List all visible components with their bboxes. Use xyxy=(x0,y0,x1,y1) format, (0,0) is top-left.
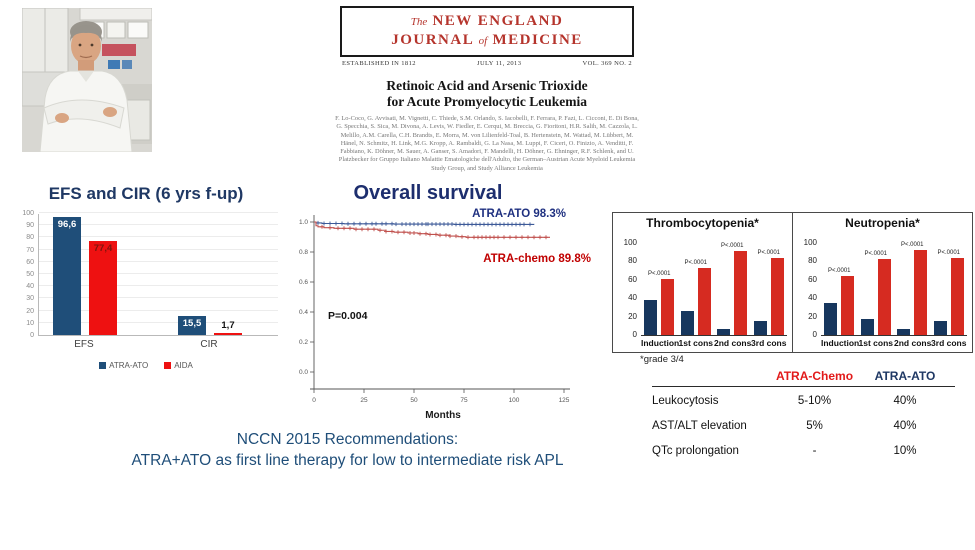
p-value-label: P<.0001 xyxy=(827,268,851,275)
bar-value-label: 15,5 xyxy=(182,318,202,330)
article-title xyxy=(330,78,644,109)
legend-swatch xyxy=(99,362,106,369)
researcher-photo xyxy=(22,8,152,152)
p-value-label: P<.0001 xyxy=(757,249,781,256)
efs-cir-chart xyxy=(8,184,284,370)
journal-issue-date: JULY 11, 2013 xyxy=(477,60,522,67)
bar-blue-induction xyxy=(644,300,657,335)
article-title-line2: for Acute Promyelocytic Leukemia xyxy=(386,93,588,109)
y-tick-label: 0.2 xyxy=(298,339,308,346)
bar-blue-3rd-cons xyxy=(754,321,767,335)
masthead-line2 xyxy=(344,31,630,50)
nccn-recommendation xyxy=(60,429,635,471)
x-category-label: 3rd cons xyxy=(751,338,787,348)
nccn-line1: NCCN 2015 Recommendations: xyxy=(236,431,459,448)
table-cell: QTc prolongation xyxy=(652,445,739,457)
masthead-medicine: MEDICINE xyxy=(492,32,583,48)
survival-plot xyxy=(298,207,598,425)
table-cell: AST/ALT elevation xyxy=(652,420,747,432)
y-tick-label: 0.8 xyxy=(298,249,308,256)
hand xyxy=(55,113,69,123)
tox-chart-title: Neutropenia* xyxy=(845,216,920,230)
bar-blue-1st-cons xyxy=(681,311,694,335)
x-tick-label: 25 xyxy=(360,397,368,404)
side-effect-table xyxy=(652,369,955,462)
table-cell: 5-10% xyxy=(797,395,832,407)
article-authors: F. Lo-Coco, G. Avvisati, M. Vignetti, C. Thiede, S.M. Orlando, S. Iacobelli, F. Ferrara, P. Fazi, L. Cicconi, E. Di Bona, G. Specchia, S. Sica, M. Divona, A. Levis, W. Fiedler, E. Cerqui, M. Breccia, G. Fioritoni, H.R. Salih, M. Cazzola, L. Melillo, A.M. Carella, C.H. Brandts, E. Morra, M. von Lilienfeld-Toal, B. Hertenstein, M. Wattad, M. Lübbert, M. Hänel, N. Schmitz, H. Link, M.G. Kropp, A. Rambaldi, G. La Nasa, M. Luppi, F. Ciceri, O. Finizio, A. Venditti, F. Fabbiano, K. Döhner, M. Sauer, A. Ganser, S. Amadori, F. Mandelli, H. Döhner, G. Ehninger, R.F. Schlenk, and U. Platzbecker for Gruppo Italiano Malattie Ematologiche dell'Adulto, the German–Austrian Acute Myeloid Leukemia Study Group, and Study Alliance Leukemia xyxy=(335,115,639,172)
y-tick-label: 0 xyxy=(632,330,637,339)
bar-value-label: 77,4 xyxy=(93,242,113,254)
legend-item-aida xyxy=(164,361,193,370)
p-value-label: P=0.004 xyxy=(328,310,368,322)
journal-volume: VOL. 369 NO. 2 xyxy=(582,60,632,67)
overall-survival-title: Overall survival xyxy=(353,182,503,204)
hand xyxy=(103,107,117,117)
bar-value-label: 1,7 xyxy=(221,319,235,331)
y-tick-label: 10 xyxy=(26,319,34,327)
bar-red-1st-cons xyxy=(878,259,891,335)
table-cell: 10% xyxy=(893,445,917,457)
table-cell: 5% xyxy=(806,420,823,432)
table-row xyxy=(652,437,955,462)
y-tick-label: 100 xyxy=(22,210,34,217)
efs-plot xyxy=(22,210,278,339)
table-cell: Leukocytosis xyxy=(652,395,719,407)
bar-red-2nd-cons xyxy=(734,251,747,335)
y-tick-label: 100 xyxy=(803,238,817,247)
lab-shelf xyxy=(80,8,152,20)
journal-established: ESTABLISHED IN 1812 xyxy=(342,60,416,67)
tox-table-body xyxy=(652,387,955,462)
bar-blue-3rd-cons xyxy=(934,321,947,335)
x-category-label: Induction xyxy=(821,338,860,348)
bar-blue-2nd-cons xyxy=(897,329,910,335)
p-value-label: P<.0001 xyxy=(937,249,961,256)
y-tick-label: 0 xyxy=(30,332,34,339)
lab-tray xyxy=(102,44,136,56)
table-cell: 40% xyxy=(893,420,917,432)
x-tick-label: 0 xyxy=(312,397,316,404)
y-tick-label: 80 xyxy=(628,256,637,266)
toxicity-panels xyxy=(612,212,973,353)
tox-x-labels xyxy=(641,338,787,348)
y-tick-label: 0.4 xyxy=(298,309,308,316)
p-value-label: P<.0001 xyxy=(864,250,888,257)
x-tick-label: 125 xyxy=(558,397,570,404)
p-value-label: P<.0001 xyxy=(684,259,708,266)
y-tick-label: 0.0 xyxy=(298,369,308,376)
masthead-new-england: NEW ENGLAND xyxy=(432,13,564,29)
article-title-line1: Retinoic Acid and Arsenic Trioxide xyxy=(386,78,588,93)
table-col-header: ATRA-ATO xyxy=(874,369,936,383)
bar-red-induction xyxy=(661,279,674,335)
bar-red-1st-cons xyxy=(698,268,711,335)
x-axis-label: Months xyxy=(425,410,461,421)
curve-label-atra-chemo: ATRA-chemo 89.8% xyxy=(483,253,591,265)
masthead-line1 xyxy=(344,12,630,31)
gridline xyxy=(39,212,278,213)
tox-plot xyxy=(623,238,787,339)
efs-legend xyxy=(8,361,284,370)
bar-aida-efs xyxy=(89,241,117,335)
table-cell: 40% xyxy=(893,395,917,407)
y-tick-label: 30 xyxy=(26,295,34,303)
p-value-label: P<.0001 xyxy=(900,242,924,249)
y-tick-label: 0.6 xyxy=(298,279,308,286)
y-tick-label: 60 xyxy=(26,258,34,266)
bar-blue-1st-cons xyxy=(861,319,874,335)
masthead-journal: JOURNAL xyxy=(391,32,474,48)
bar-aida-cir xyxy=(214,333,242,335)
journal-header xyxy=(330,6,644,173)
nccn-line2: ATRA+ATO as first line therapy for low to intermediate risk APL xyxy=(131,452,564,469)
y-tick-label: 1.0 xyxy=(298,219,308,226)
legend-item-atra-ato xyxy=(99,361,148,370)
y-tick-label: 80 xyxy=(26,234,34,242)
overall-survival-chart xyxy=(298,182,598,425)
table-row xyxy=(652,412,955,437)
bar-red-3rd-cons xyxy=(771,258,784,335)
bar-red-3rd-cons xyxy=(951,258,964,335)
y-tick-label: 70 xyxy=(26,246,34,254)
efs-chart-title: EFS and CIR (6 yrs f-up) xyxy=(48,184,244,203)
y-tick-label: 0 xyxy=(812,330,817,339)
x-category-label: 3rd cons xyxy=(931,338,967,348)
tox-x-labels xyxy=(821,338,967,348)
y-tick-label: 20 xyxy=(808,311,817,321)
journal-dateline xyxy=(342,60,632,67)
x-category-label: CIR xyxy=(200,339,218,350)
y-tick-label: 90 xyxy=(26,222,34,230)
y-tick-label: 100 xyxy=(623,238,637,247)
thrombocytopenia-panel xyxy=(612,212,793,353)
x-category-label: 2nd cons xyxy=(894,338,932,348)
tox-chart-title: Thrombocytopenia* xyxy=(646,216,759,230)
y-tick-label: 40 xyxy=(628,293,637,303)
table-row xyxy=(652,387,955,412)
x-category-label: 2nd cons xyxy=(714,338,752,348)
bar-blue-2nd-cons xyxy=(717,329,730,335)
bar-red-induction xyxy=(841,276,854,335)
x-tick-label: 75 xyxy=(460,397,468,404)
bar-value-label: 96,6 xyxy=(57,219,77,231)
tox-plot xyxy=(803,238,967,339)
y-tick-label: 20 xyxy=(628,311,637,321)
bar-red-2nd-cons xyxy=(914,250,927,335)
masthead-of: of xyxy=(478,35,488,47)
grade-footnote: *grade 3/4 xyxy=(640,354,684,365)
legend-label: ATRA-ATO xyxy=(109,361,149,370)
x-category-label: 1st cons xyxy=(858,338,893,348)
y-tick-label: 60 xyxy=(808,274,817,284)
y-tick-label: 20 xyxy=(26,307,34,315)
x-category-label: 1st cons xyxy=(678,338,713,348)
x-tick-label: 100 xyxy=(508,397,520,404)
y-tick-label: 80 xyxy=(808,256,817,266)
neutropenia-panel xyxy=(792,212,973,353)
masthead-the: The xyxy=(410,16,428,28)
x-tick-label: 50 xyxy=(410,397,418,404)
y-tick-label: 50 xyxy=(26,271,34,278)
tox-table-header xyxy=(652,369,955,383)
legend-swatch xyxy=(164,362,171,369)
y-tick-label: 40 xyxy=(808,293,817,303)
curve-label-atra-ato: ATRA-ATO 98.3% xyxy=(472,208,566,220)
bar-blue-induction xyxy=(824,303,837,335)
legend-label: AIDA xyxy=(174,361,193,370)
y-tick-label: 60 xyxy=(628,274,637,284)
x-category-label: EFS xyxy=(74,339,94,350)
nejm-masthead xyxy=(340,6,634,57)
table-col-header: ATRA-Chemo xyxy=(775,369,854,383)
efs-x-labels xyxy=(38,339,278,353)
p-value-label: P<.0001 xyxy=(720,243,744,250)
p-value-label: P<.0001 xyxy=(647,270,671,277)
x-category-label: Induction xyxy=(641,338,680,348)
y-tick-label: 40 xyxy=(26,283,34,291)
bar-atra-ato-efs xyxy=(53,217,81,335)
table-cell: - xyxy=(812,445,817,457)
